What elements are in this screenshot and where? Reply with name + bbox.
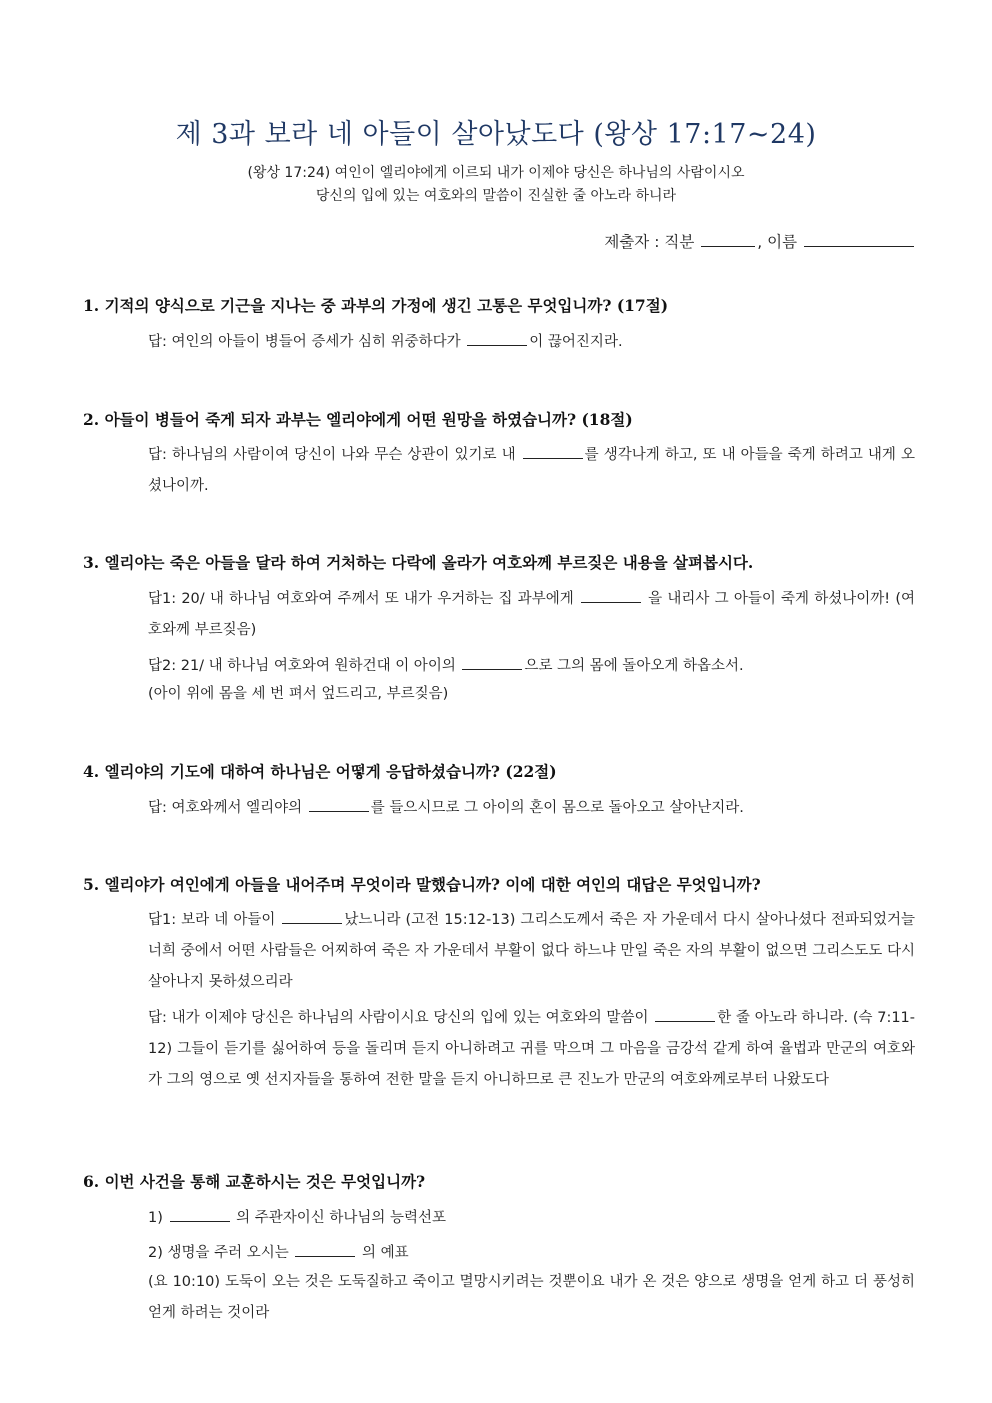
question-2: 2. 아들이 병들어 죽게 되자 과부는 엘리야에게 어떤 원망을 하였습니까? (18절) bbox=[83, 410, 633, 429]
answer-4: 답: 여호와께서 엘리야의 를 들으시므로 그 아이의 혼이 몸으로 돌아오고 살아난지라. bbox=[148, 793, 915, 824]
submitter-name-label: , 이름 bbox=[757, 233, 798, 251]
answer-blank[interactable] bbox=[523, 443, 583, 459]
position-blank[interactable] bbox=[701, 231, 755, 247]
name-blank[interactable] bbox=[804, 231, 914, 247]
answer-blank[interactable] bbox=[467, 330, 527, 346]
answer-5-1: 답1: 보라 네 아들이 났느니라 (고전 15:12-13) 그리스도께서 죽은 자 가운데서 다시 살아나셨다 전파되었거늘 너희 중에서 어떤 사람들은 어찌하여 죽은 자 가운데서 부활이 없다 하느냐 만일 죽은 자의 부활이 없으면 그리스도도 다시 살아나지 못하셨으리라 bbox=[148, 905, 915, 998]
question-6: 6. 이번 사건을 통해 교훈하시는 것은 무엇입니까? bbox=[83, 1172, 426, 1191]
question-3: 3. 엘리야는 죽은 아들을 달라 하여 거처하는 다락에 올라가 여호와께 부르짖은 내용을 살펴봅시다. bbox=[83, 553, 754, 572]
answer-3-2-note: (아이 위에 몸을 세 번 펴서 엎드리고, 부르짖음) bbox=[148, 686, 449, 702]
verse-line-2: 당신의 입에 있는 여호와의 말씀이 진실한 줄 아노라 하니라 bbox=[315, 188, 677, 204]
submitter-line bbox=[604, 230, 916, 252]
answer-blank[interactable] bbox=[282, 908, 342, 924]
question-5: 5. 엘리야가 여인에게 아들을 내어주며 무엇이라 말했습니까? 이에 대한 여인의 대답은 무엇입니까? bbox=[83, 875, 761, 894]
answer-blank[interactable] bbox=[581, 587, 641, 603]
question-1: 1. 기적의 양식으로 기근을 지나는 중 과부의 가정에 생긴 고통은 무엇입니까? (17절) bbox=[83, 296, 669, 315]
answer-blank[interactable] bbox=[309, 796, 369, 812]
answer-1: 답: 여인의 아들이 병들어 증세가 심히 위중하다가 이 끊어진지라. bbox=[148, 327, 915, 358]
submitter-position-label: 제출자 : 직분 bbox=[604, 233, 695, 251]
page-title: 제 3과 보라 네 아들이 살아났도다 (왕상 17:17~24) bbox=[175, 119, 817, 150]
verse-line-1: (왕상 17:24) 여인이 엘리야에게 이르되 내가 이제야 당신은 하나님의 사람이시오 bbox=[247, 165, 745, 181]
answer-2: 답: 하나님의 사람이여 당신이 나와 무슨 상관이 있기로 내 를 생각나게 하고, 또 내 아들을 죽게 하려고 내게 오셨나이까. bbox=[148, 440, 915, 502]
answer-blank[interactable] bbox=[295, 1241, 355, 1257]
answer-3-1: 답1: 20/ 내 하나님 여호와여 주께서 또 내가 우거하는 집 과부에게 을 내리사 그 아들이 죽게 하셨나이까! (여호와께 부르짖음) bbox=[148, 584, 915, 646]
answer-blank[interactable] bbox=[170, 1206, 230, 1222]
answer-6-2: 2) 생명을 주러 오시는 의 예표 bbox=[148, 1238, 915, 1269]
answer-6-2-note: (요 10:10) 도둑이 오는 것은 도둑질하고 죽이고 멸망시키려는 것뿐이요 내가 온 것은 양으로 생명을 얻게 하고 더 풍성히 얻게 하려는 것이라 bbox=[148, 1274, 915, 1321]
answer-5-2: 답: 내가 이제야 당신은 하나님의 사람이시요 당신의 입에 있는 여호와의 말씀이 한 줄 아노라 하니라. (슥 7:11-12) 그들이 듣기를 싫어하여 등을 돌리며 듣지 아니하려고 귀를 막으며 그 마음을 금강석 같게 하여 율법과 만군의 여호와가 그의 영으로 옛 선지자들을 통하여 전한 말을 듣지 아니하므로 큰 진노가 만군의 여호와께로부터 나왔도다 bbox=[148, 1003, 915, 1096]
answer-6-1: 1) 의 주관자이신 하나님의 능력선포 bbox=[148, 1203, 915, 1234]
question-4: 4. 엘리야의 기도에 대하여 하나님은 어떻게 응답하셨습니까? (22절) bbox=[83, 762, 557, 781]
answer-blank[interactable] bbox=[462, 654, 522, 670]
answer-blank[interactable] bbox=[655, 1006, 715, 1022]
answer-3-2: 답2: 21/ 내 하나님 여호와여 원하건대 이 아이의 으로 그의 몸에 돌아오게 하옵소서. bbox=[148, 651, 915, 682]
